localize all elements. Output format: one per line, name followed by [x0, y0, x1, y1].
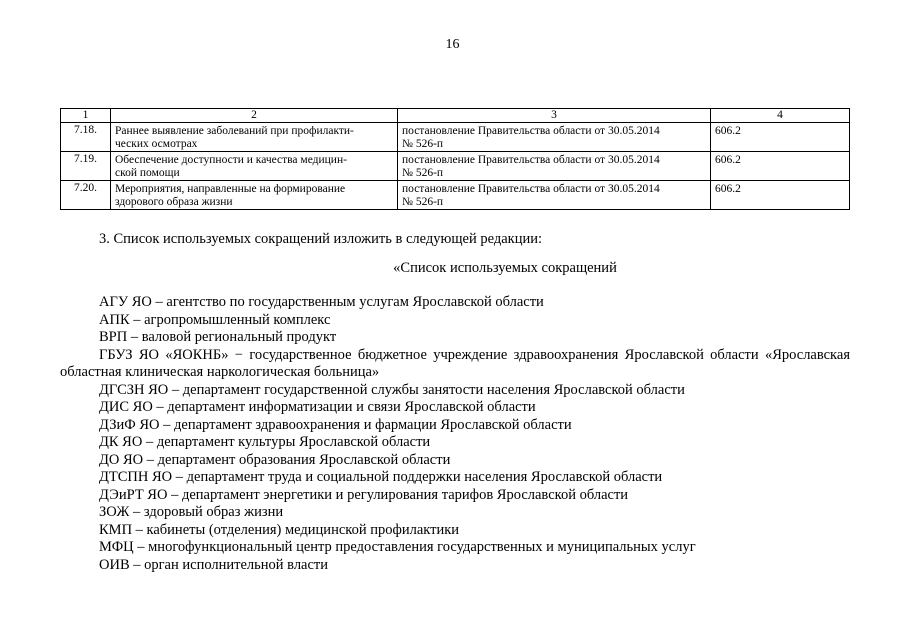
- abbreviation-item: ОИВ – орган исполнительной власти: [99, 556, 329, 573]
- abbreviation-item: ДЭиРТ ЯО – департамент энергетики и регулирования тарифов Ярославской области: [99, 486, 629, 503]
- legal-document-line: постановление Правительства области от 30.05.2014: [402, 125, 660, 137]
- table-row: [61, 123, 850, 152]
- measures-table: [60, 108, 850, 210]
- document-body: [60, 231, 850, 574]
- legal-document-line: постановление Правительства области от 30.05.2014: [402, 154, 660, 166]
- legal-document: [398, 152, 711, 181]
- abbreviation-item: ГБУЗ ЯО «ЯОКНБ» − государственное бюджетное учреждение здравоохранения Ярославской области «Ярославская областная клиническая наркологическая больница»: [60, 346, 850, 380]
- legal-document-line: № 526-п: [402, 167, 444, 179]
- measure-name-line: Обеспечение доступности и качества медицин-: [115, 154, 347, 166]
- instruction-paragraph: 3. Список используемых сокращений изложить в следующей редакции:: [99, 231, 543, 247]
- measure-name: [111, 181, 398, 210]
- legal-document: [398, 123, 711, 152]
- abbreviation-item: ДГСЗН ЯО – департамент государственной службы занятости населения Ярославской области: [99, 381, 685, 398]
- abbreviation-item: ДК ЯО – департамент культуры Ярославской области: [99, 434, 431, 450]
- row-number: 7.20.: [61, 181, 111, 210]
- abbreviation-item: ДЗиФ ЯО – департамент здравоохранения и фармации Ярославской области: [99, 416, 572, 433]
- measure-name-line: ческих осмотрах: [115, 138, 198, 150]
- legal-document-line: № 526-п: [402, 196, 444, 208]
- code-cell: 606.2: [711, 152, 850, 181]
- abbreviation-item: КМП – кабинеты (отделения) медицинской профилактики: [99, 521, 460, 538]
- measure-name-line: здорового образа жизни: [115, 196, 233, 208]
- table-header-cell: 4: [711, 109, 850, 123]
- abbreviation-item: ДО ЯО – департамент образования Ярославской области: [99, 451, 451, 468]
- list-title: «Список используемых сокращений: [393, 259, 617, 276]
- code-cell: 606.2: [711, 123, 850, 152]
- measure-name: [111, 123, 398, 152]
- row-number: 7.19.: [61, 152, 111, 181]
- table-header-row: [61, 109, 850, 123]
- table-row: [61, 181, 850, 210]
- abbreviation-item: ВРП – валовой региональный продукт: [99, 329, 337, 345]
- legal-document: [398, 181, 711, 210]
- abbreviation-item: АГУ ЯО – агентство по государственным услугам Ярославской области: [99, 294, 544, 310]
- legal-document-line: постановление Правительства области от 30.05.2014: [402, 183, 660, 195]
- table-header-cell: 3: [398, 109, 711, 123]
- table-header-cell: 2: [111, 109, 398, 123]
- measure-name-line: Раннее выявление заболеваний при профилакти-: [115, 125, 354, 137]
- table-header-cell: 1: [61, 109, 111, 123]
- measure-name-line: Мероприятия, направленные на формирование: [115, 183, 346, 195]
- abbreviation-item: ДИС ЯО – департамент информатизации и связи Ярославской области: [99, 399, 536, 415]
- legal-document-line: № 526-п: [402, 138, 444, 150]
- abbreviation-item: ДТСПН ЯО – департамент труда и социальной поддержки населения Ярославской области: [99, 469, 663, 485]
- abbreviation-item: МФЦ – многофункциональный центр предоставления государственных и муниципальных услуг: [99, 539, 696, 555]
- code-cell: 606.2: [711, 181, 850, 210]
- measure-name: [111, 152, 398, 181]
- row-number: 7.18.: [61, 123, 111, 152]
- abbreviation-item: АПК – агропромышленный комплекс: [99, 311, 331, 328]
- page-number: 16: [445, 37, 460, 52]
- table-row: [61, 152, 850, 181]
- measure-name-line: ской помощи: [115, 167, 180, 179]
- abbreviation-item: ЗОЖ – здоровый образ жизни: [99, 504, 284, 520]
